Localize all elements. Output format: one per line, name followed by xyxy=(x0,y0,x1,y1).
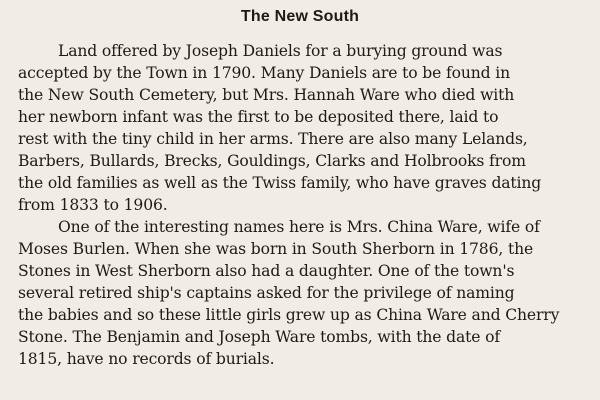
text-line: the New South Cemetery, but Mrs. Hannah Ware who died with xyxy=(18,86,515,104)
text-line: Barbers, Bullards, Brecks, Gouldings, Clarks and Holbrooks from xyxy=(18,152,526,170)
text-line: from 1833 to 1906. xyxy=(18,196,168,214)
text-line: her newborn infant was the first to be deposited there, laid to xyxy=(18,108,499,126)
text-line: the old families as well as the Twiss family, who have graves dating xyxy=(18,174,542,192)
text-line: One of the interesting names here is Mrs. China Ware, wife of xyxy=(58,218,540,236)
page-title: The New South xyxy=(240,8,360,25)
text-line: Moses Burlen. When she was born in South Sherborn in 1786, the xyxy=(18,240,534,258)
text-line: 1815, have no records of burials. xyxy=(18,350,275,368)
text-line: several retired ship's captains asked for the privilege of naming xyxy=(18,284,515,302)
text-line: the babies and so these little girls grew up as China Ware and Cherry xyxy=(18,306,560,324)
text-line: Stones in West Sherborn also had a daughter. One of the town's xyxy=(18,262,515,280)
text-line: accepted by the Town in 1790. Many Daniels are to be found in xyxy=(18,64,511,82)
text-line: rest with the tiny child in her arms. There are also many Lelands, xyxy=(18,130,528,148)
text-line: Land offered by Joseph Daniels for a burying ground was xyxy=(58,42,503,60)
text-line: Stone. The Benjamin and Joseph Ware tombs, with the date of xyxy=(18,328,501,346)
